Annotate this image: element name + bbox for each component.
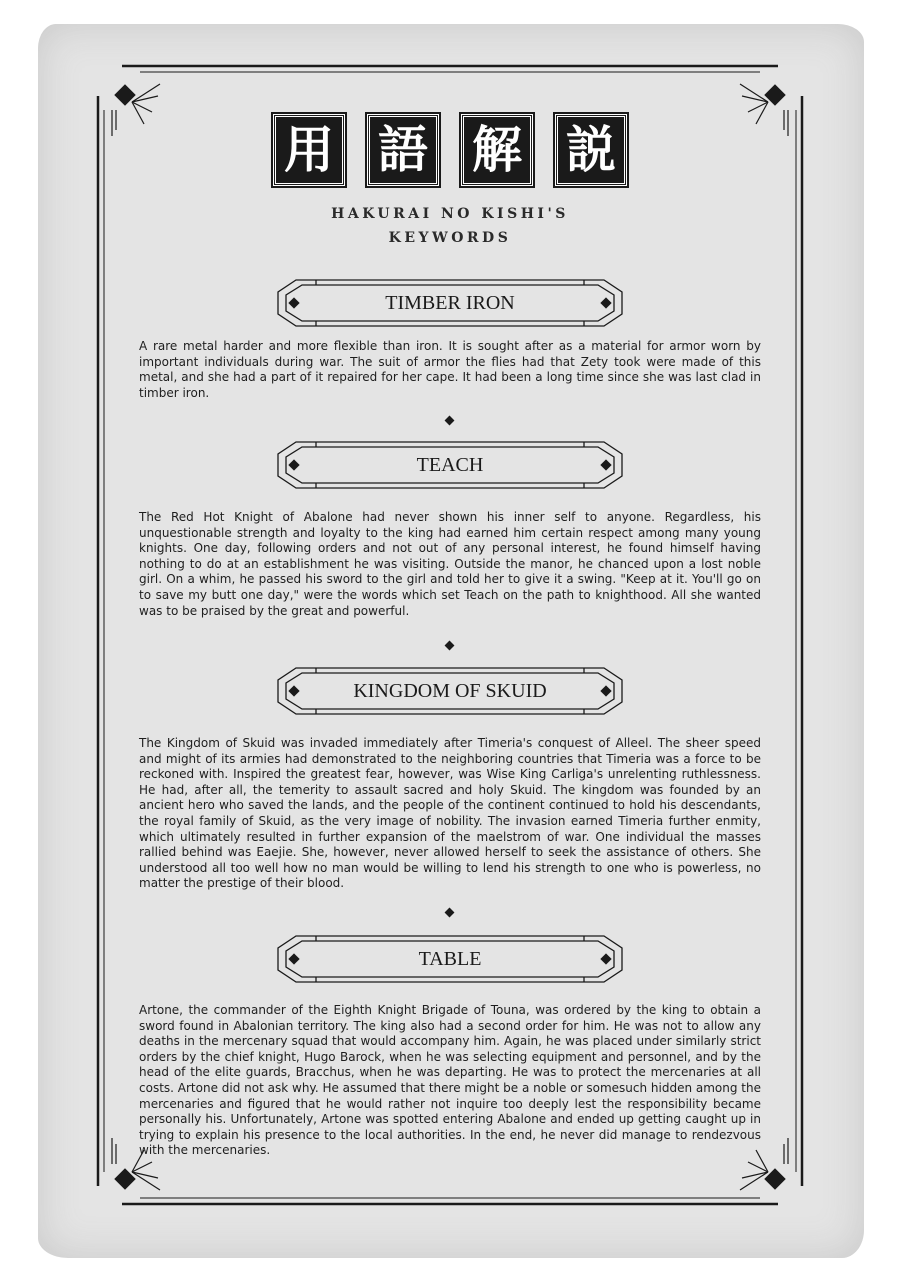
title-kanji-3: 解 bbox=[461, 114, 533, 186]
entry-body-teach: The Red Hot Knight of Abalone had never shown his inner self to anyone. Regardless, his unquestionable strength and loyalty to the king had earned him certain respect among many young knights. One day, following orders and not out of any personal interest, he found himself having nothing to do at an establishment he was visiting. Outside the manor, he chanced upon a lost noble girl. On a whim, he passed his sword to the girl and told her to give it a swing. "Keep at it. You'll go on to save my butt one day," were the words which set Teach on the path to knighthood. All she wanted was to be praised by the great and powerful. bbox=[139, 510, 761, 618]
heading-text: KINGDOM OF SKUID bbox=[353, 679, 547, 702]
title-kanji-1: 用 bbox=[273, 114, 345, 186]
heading-text: TABLE bbox=[418, 947, 482, 970]
subtitle-line-2: KEYWORDS bbox=[388, 230, 512, 246]
heading-banner-timber-iron bbox=[276, 278, 624, 328]
heading-banner-teach bbox=[276, 440, 624, 490]
heading-text: TIMBER IRON bbox=[385, 291, 515, 314]
title-kanji-4: 説 bbox=[555, 114, 627, 186]
heading-banner-kingdom-of-skuid bbox=[276, 666, 624, 716]
entry-body-table: Artone, the commander of the Eighth Knight Brigade of Touna, was ordered by the king to obtain a sword found in Abalonian territory. The king also had a second order for him. He was not to allow any deaths in the mercenary squad that would accompany him. Again, he was placed under similarly strict orders by the chief knight, Hugo Barock, when he was selecting equipment and personnel, and by the head of the elite guards, Bracchus, when he was departing. He was to protect the mercenaries at all costs. Artone did not ask why. He assumed that there might be a noble or somesuch hidden among the mercenaries and figured that he would rather not inquire too deeply lest the responsibility became personally his. Unfortunately, Artone was spotted entering Abalone and ended up getting caught up in trying to explain his presence to the local authorities. In the end, he never did manage to rendezvous with the mercenaries. bbox=[139, 1003, 761, 1158]
title-kanji-row bbox=[0, 114, 900, 188]
entry-body-kingdom-of-skuid: The Kingdom of Skuid was invaded immediately after Timeria's conquest of Alleel. The sheer speed and might of its armies had demonstrated to the neighboring countries that Timeria was a force to be reckoned with. Inspired the greatest fear, however, was Wise King Carliga's unrelenting ruthlessness. He had, after all, the temerity to assault sacred and holy Skuid. The kingdom was founded by an ancient hero who saved the lands, and the people of the continent continued to hold his descendants, the royal family of Skuid, as the very image of nobility. The invasion earned Timeria further enmity, which ultimately resulted in further expansion of the maelstrom of war. One individual the masses rallied behind was Eaejie. She, however, never allowed herself to seek the assistance of others. She understood all too well how no man would be willing to lend his strength to one who is powerless, no matter the prestige of their blood. bbox=[139, 736, 761, 891]
entry-body-timber-iron: A rare metal harder and more flexible than iron. It is sought after as a material for armor worn by important individuals during war. The suit of armor the flies had that Zety took were made of this metal, and she had a part of it repaired for her cape. It had been a long time since she was last clad in timber iron. bbox=[139, 339, 761, 400]
title-kanji-2: 語 bbox=[367, 114, 439, 186]
subtitle-line-1: HAKURAI NO KISHI'S bbox=[331, 206, 569, 222]
heading-banner-table bbox=[276, 934, 624, 984]
heading-text: TEACH bbox=[416, 453, 484, 476]
